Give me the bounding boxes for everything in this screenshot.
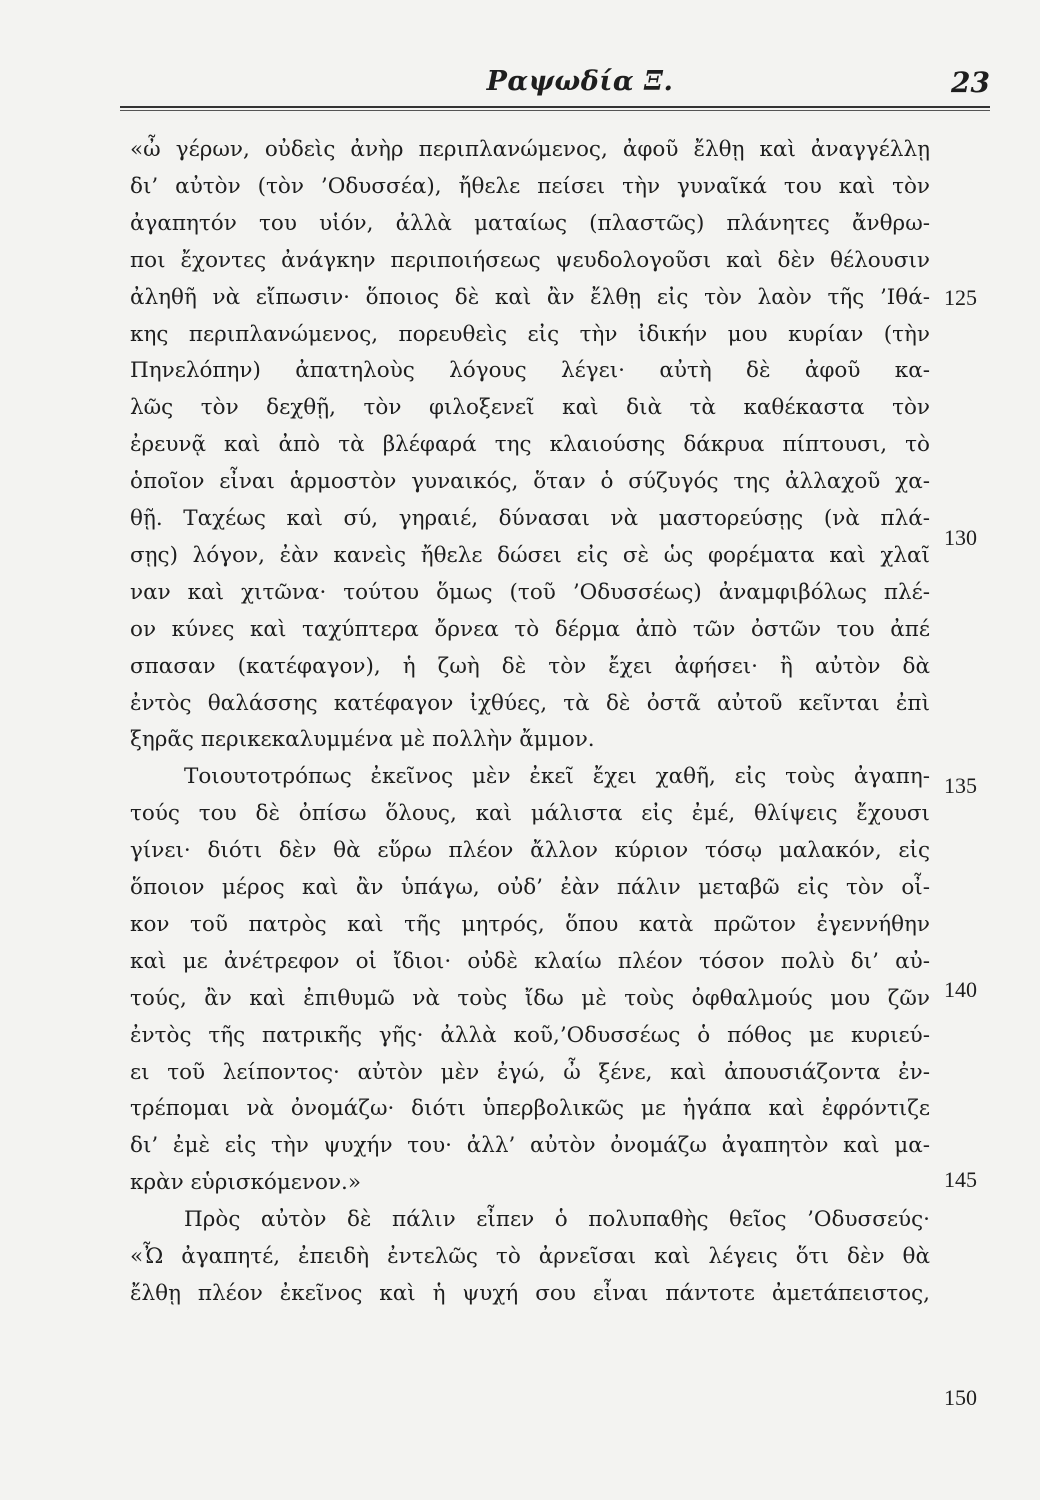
text-line: «ὦ γέρων, οὐδεὶς ἀνὴρ περιπλανώμενος, ἀφοῦ ἔλθῃ καὶ ἀναγγέλλῃ	[130, 137, 930, 162]
paragraph-start-line: Τοιουτοτρόπως ἐκεῖνος μὲν ἐκεῖ ἔχει χαθῆ, εἰς τοὺς ἀγαπη-	[184, 764, 930, 790]
text-line: κον τοῦ πατρὸς καὶ τῆς μητρός, ὅπου κατὰ πρῶτον ἐγεννήθην	[130, 911, 930, 937]
text-line: ἐρευνᾷ καὶ ἀπὸ τὰ βλέφαρά της κλαιούσης δάκρυα πίπτουσι, τὸ	[130, 432, 930, 458]
text-line: ἐντὸς θαλάσσης κατέφαγον ἰχθύες, τὰ δὲ ὀστᾶ αὐτοῦ κεῖνται ἐπὶ	[130, 690, 930, 716]
text-line: δι’ αὐτὸν (τὸν ’Οδυσσέα), ἤθελε πείσει τὴν γυναῖκά του καὶ τὸν	[130, 173, 930, 199]
text-line: κης περιπλανώμενος, πορευθεὶς εἰς τὴν ἰδικήν μου κυρίαν (τὴν	[130, 321, 930, 347]
text-line: ξηρᾶς περικεκαλυμμένα μὲ πολλὴν ἄμμον.	[130, 727, 595, 753]
text-line: ἀγαπητόν του υἱόν, ἀλλὰ ματαίως (πλαστῶς) πλάνητες ἄνθρω-	[130, 210, 930, 236]
text-line: κρὰν εὑρισκόμενον.»	[130, 1170, 362, 1196]
text-line: καὶ με ἀνέτρεφον οἱ ἴδιοι· οὐδὲ κλαίω πλέον τόσον πολὺ δι’ αὐ-	[130, 948, 930, 974]
line-number: 130	[944, 525, 977, 550]
line-number: 125	[944, 285, 977, 310]
paragraph-start-line: Πρὸς αὐτὸν δὲ πάλιν εἶπεν ὁ πολυπαθὴς θεῖος ’Οδυσσεύς·	[184, 1207, 930, 1233]
text-line: ποι ἔχοντες ἀνάγκην περιποιήσεως ψευδολογοῦσι καὶ δὲν θέλουσιν	[130, 247, 930, 273]
text-line: ει τοῦ λείποντος· αὐτὸν μὲν ἐγώ, ὦ ξένε, καὶ ἀπουσιάζοντα ἐν-	[130, 1059, 930, 1085]
text-line: ὅποιον μέρος καὶ ἂν ὑπάγω, οὐδ’ ἐὰν πάλιν μεταβῶ εἰς τὸν οἶ-	[130, 875, 930, 900]
page-number: 23	[951, 66, 990, 99]
text-line: ὁποῖον εἶναι ἁρμοστὸν γυναικός, ὅταν ὁ σύζυγός της ἀλλαχοῦ χα-	[130, 469, 930, 495]
text-line: Πηνελόπην) ἀπατηλοὺς λόγους λέγει· αὐτὴ δὲ ἀφοῦ κα-	[130, 358, 930, 384]
text-line: τούς του δὲ ὀπίσω ὅλους, καὶ μάλιστα εἰς ἐμέ, θλίψεις ἔχουσι	[130, 801, 930, 827]
line-number: 150	[944, 1385, 977, 1410]
text-line: τρέπομαι νὰ ὀνομάζω· διότι ὑπερβολικῶς με ἠγάπα καὶ ἐφρόντιζε	[130, 1096, 930, 1122]
text-line: ἔλθῃ πλέον ἐκεῖνος καὶ ἡ ψυχή σου εἶναι πάντοτε ἀμετάπειστος,	[130, 1280, 930, 1306]
text-line: θῇ. Ταχέως καὶ σύ, γηραιέ, δύνασαι νὰ μαστορεύσῃς (νὰ πλά-	[130, 506, 930, 531]
text-line: λῶς τὸν δεχθῇ, τὸν φιλοξενεῖ καὶ διὰ τὰ καθέκαστα τὸν	[130, 395, 930, 421]
line-number: 140	[944, 977, 977, 1002]
text-line: ναν καὶ χιτῶνα· τούτου ὅμως (τοῦ ’Οδυσσέως) ἀναμφιβόλως πλέ-	[130, 579, 930, 605]
text-line: δι’ ἐμὲ εἰς τὴν ψυχήν του· ἀλλ’ αὐτὸν ὀνομάζω ἀγαπητὸν καὶ μα-	[130, 1133, 930, 1159]
text-line: ἐντὸς τῆς πατρικῆς γῆς· ἀλλὰ κοῦ,’Οδυσσέως ὁ πόθος με κυριεύ-	[130, 1022, 930, 1048]
header-rule-thin	[120, 110, 990, 111]
text-line: σπασαν (κατέφαγον), ἡ ζωὴ δὲ τὸν ἔχει ἀφήσει· ἢ αὐτὸν δὰ	[130, 653, 930, 679]
text-line: σῃς) λόγον, ἐὰν κανεὶς ἤθελε δώσει εἰς σὲ ὡς φορέματα καὶ χλαῖ	[130, 542, 930, 568]
text-line: τούς, ἂν καὶ ἐπιθυμῶ νὰ τοὺς ἴδω μὲ τοὺς ὀφθαλμούς μου ζῶν	[130, 985, 930, 1011]
text-line: γίνει· διότι δὲν θὰ εὕρω πλέον ἄλλον κύριον τόσῳ μαλακόν, εἰς	[130, 838, 930, 864]
line-number: 135	[944, 773, 977, 798]
header-rule	[120, 106, 990, 108]
text-line: ον κύνες καὶ ταχύπτερα ὄρνεα τὸ δέρμα ἀπὸ τῶν ὀστῶν του ἀπέ	[130, 616, 930, 642]
text-line: «Ὦ ἀγαπητέ, ἐπειδὴ ἐντελῶς τὸ ἀρνεῖσαι καὶ λέγεις ὅτι δὲν θὰ	[130, 1244, 930, 1269]
page-header	[120, 66, 990, 106]
line-number: 145	[944, 1167, 977, 1192]
text-line: ἀληθῆ νὰ εἴπωσιν· ὅποιος δὲ καὶ ἂν ἔλθῃ εἰς τὸν λαὸν τῆς ’Ιθά-	[130, 284, 930, 310]
running-title: Ραψωδία Ξ.	[486, 66, 674, 97]
